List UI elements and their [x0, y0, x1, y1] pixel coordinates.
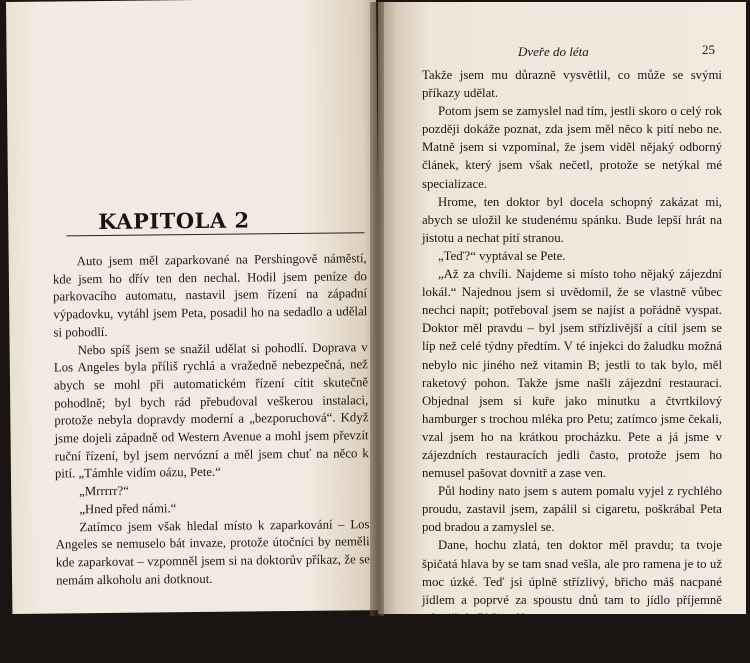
book-gutter: [370, 2, 384, 616]
chapter-title: KAPITOLA 2: [98, 207, 250, 235]
page-number: 25: [702, 42, 715, 57]
left-page-body: [53, 250, 371, 590]
paragraph: Nebo spíš jsem se snažil udělat si pohodlí. Doprava v Los Angeles byla příliš rychlá a vražedně nebezpečná, než abych se mohl při automatickém řízení cítit skutečně pohodlně; byl bych rád přebudoval veškerou instalaci, protože nebyla dopravdy moderní a „bezporuchová“. Když jsme dojeli západně od Western Avenue a mohl jsem převzít ruční řízení, byl jsem nervózní a měl jsem chuť na něco k pití. „Támhle vidím oázu, Pete.“: [53, 339, 369, 481]
paragraph: Potom jsem se zamyslel nad tím, jestli skoro o celý rok později dokáže poznat, zda jsem měl něco k pití nebo ne. Matně jsem si vzpomínal, že jsem viděl nějaký odborný článek, který jsem však nečetl, protože se netýkal mé specializace.: [422, 104, 722, 191]
paragraph: Auto jsem měl zaparkované na Pershingově náměstí, kde jsem ho dřív ten den nechal. Hodil jsem peníze do parkovacího automatu, nastavil jsem řízení na západní výpadovku, vytáhl jsem Peta, posadil ho na sedadlo a udělal si pohodlí.: [52, 251, 368, 340]
right-page-body: [422, 66, 722, 663]
paragraph: Půl hodiny nato jsem s autem pomalu vyjel z rychlého proudu, zastavil jsem, zapálil si cigaretu, poškrábal Peta pod bradou a zamyslel se.: [422, 484, 722, 535]
paragraph: A co dál? Měl doktor pravdu i v tom ostatním? Jsi jenom rozmazlené děcko? Nemáš odvahu vyrovnat se: [422, 628, 722, 661]
paragraph: Zatímco jsem však hledal místo k zaparkování – Los Angeles se nemuselo bát invaze, protože útočníci by neměli kde zaparkovat – vzpomněl jsem si na doktorův příkaz, že se nemám alkoholu ani dotknout.: [55, 516, 370, 588]
open-book: [6, 2, 746, 661]
paragraph: „Mrrrrr?“: [79, 483, 129, 499]
running-head: Dveře do léta: [518, 44, 589, 59]
paragraph: „Teď?“ vyptával se Pete.: [438, 248, 566, 263]
paragraph: „Hned před námi.“: [79, 501, 177, 517]
left-page: [6, 0, 382, 614]
paragraph: „Až za chvíli. Najdeme si místo toho nějaký zájezdní lokál.“ Najednou jsem si uvědomil, že se vlastně vůbec nechci napít; potřeboval jsem se najíst a pořádně vyspat. Doktor měl pravdu – byl jsem střízlivější a cítil jsem se líp než celé týdny předtím. V té injekci do žaludku možná nebylo nic jiného než vitamin B; jestli to tak bylo, měl raketový pohon. Takže jsme našli zájezdní restauraci. Objednal jsem si kuře jako minutku a čtvrtkilový hamburger s trochou mléka pro Petu; zatímco jsme čekali, vzal jsem ho na krátkou procházku. Pete a já jsme v zájezdních restauracích jedli často, protože jsem ho nemusel pašovat dovnitř a zase ven.: [422, 267, 722, 481]
paragraph: Dane, hochu zlatá, ten doktor měl pravdu; ta tvoje špičatá hlava by se tam snad vešla, ale pro ramena je to už moc úzké. Teď jsi úplně střízlivý, břicho máš nacpané jídlem a poprvé za spoustu dnů tam to jídlo příjemně odpočívá. Cítíš se líp.: [422, 538, 722, 625]
paragraph: Takže jsem mu důrazně vysvětlil, co může se svými příkazy udělat.: [422, 68, 722, 101]
right-page: [378, 2, 746, 661]
paragraph: Hrome, ten doktor byl docela schopný zakázat mi, abych se uložil ke studenému spánku. Bude lepší hrát na jistotu a nechat pití stranou.: [422, 194, 722, 245]
